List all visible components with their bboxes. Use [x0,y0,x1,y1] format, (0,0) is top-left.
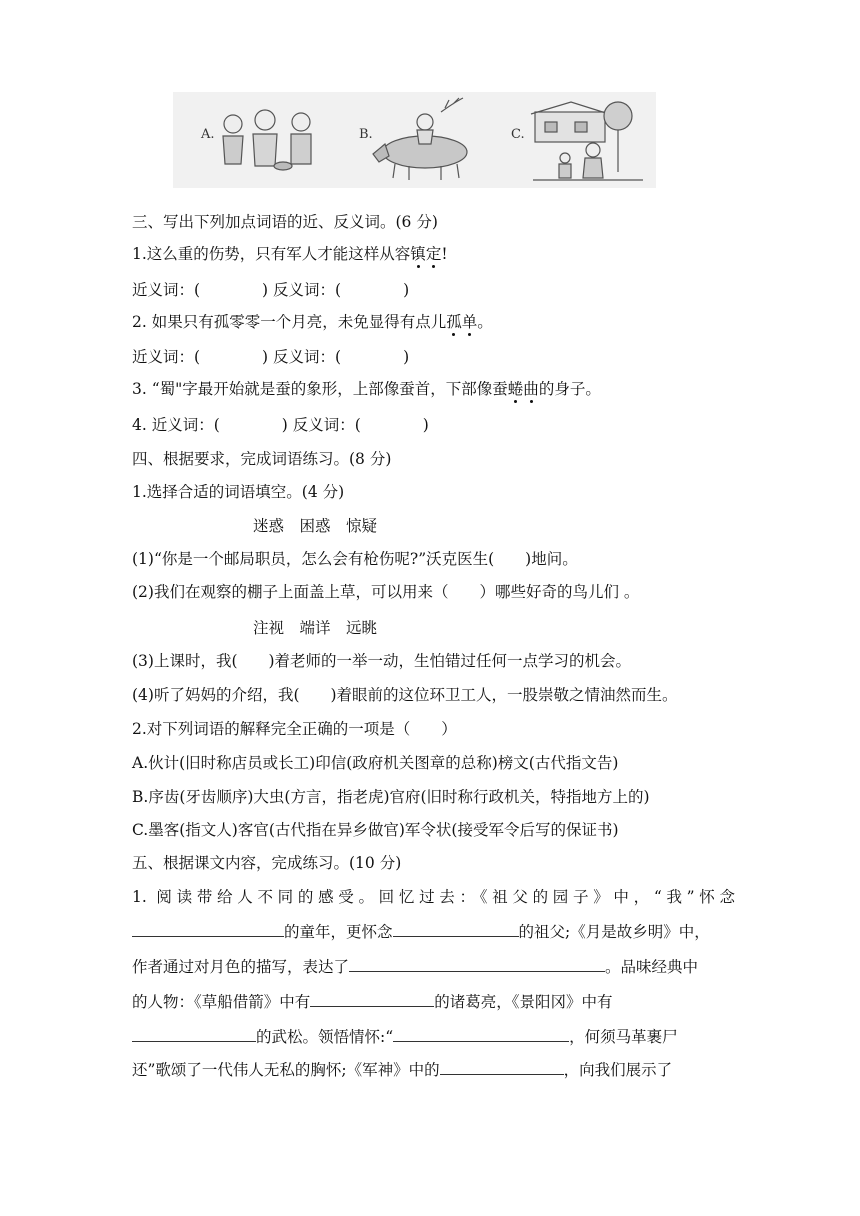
word-bank-2: 注视 端详 远眺 [253,619,378,637]
dotted-char: 单 [461,313,478,331]
q3-text: 3. “蜀"字最开始就是蚕的象形，上部像蚕首，下部像蚕 [132,380,508,398]
section3-q4-answer[interactable]: 4. 近义词：( ) 反义词：( ) [132,416,429,434]
section4-sub2[interactable]: 2.对下列词语的解释完全正确的一项是（ ） [132,720,457,738]
section3-q2 [132,311,493,333]
sentence-1[interactable]: (1)“你是一个邮局职员，怎么会有枪伤呢?”沃克医生( )地问。 [132,550,578,568]
section5-text: 的诸葛亮，《景阳冈》中有 [434,993,613,1011]
dotted-char: 孤 [446,313,462,331]
section5-line-1 [132,886,735,908]
dotted-char: 定 [425,245,442,263]
q1-text: 1.这么重的伤势，只有军人才能这样从容 [132,245,411,263]
section4-sub1: 1.选择合适的词语填空。(4 分) [132,483,345,501]
dotted-char: 镇 [410,245,426,263]
sentence-4[interactable]: (4)听了妈妈的介绍，我( )着眼前的这位环卫工人，一股崇敬之情油然而生。 [132,686,678,704]
label-a: A. [201,127,215,142]
fill-blank[interactable] [132,920,284,937]
word-bank-1: 迷惑 困惑 惊疑 [253,517,378,535]
label-c: C. [511,127,525,142]
section5-text: 还”歌颂了一代伟人无私的胸怀;《军神》中的 [132,1061,440,1079]
fill-blank[interactable] [310,990,434,1007]
dotted-char: 曲 [523,380,539,398]
section3-q3 [132,378,601,400]
option-c[interactable]: C.墨客(指文人)客官(古代指在异乡做官)军令状(接受军令后写的保证书) [132,821,619,839]
q3-text-end: 的身子。 [538,380,601,398]
fill-blank[interactable] [393,920,519,937]
section5-line-6 [132,1058,672,1081]
section3-heading: 三、写出下列加点词语的近、反义词。(6 分) [132,213,438,231]
section5-text: ，向我们展示了 [563,1061,673,1079]
section5-text: 的武松。领悟情怀:“ [256,1028,394,1046]
fill-blank[interactable] [349,955,605,972]
option-b[interactable]: B.序齿(牙齿顺序)大虫(方言，指老虎)官府(旧时称行政机关，特指地方上的) [132,788,650,806]
section5-text: 作者通过对月色的描写，表达了 [132,958,350,976]
section5-line-5 [132,1025,678,1048]
section5-text: 的祖父;《月是故乡明》中， [518,923,710,941]
fill-blank[interactable] [393,1025,569,1042]
q1-text-end: ! [441,245,448,263]
section5-text: 的童年，更怀念 [284,923,393,941]
section5-text: 。品味经典中 [605,958,699,976]
section3-q1 [132,243,448,265]
section5-text: 1. 阅读带给人不同的感受。回忆过去：《祖父的园子》中，“我”怀念 [132,888,735,906]
section5-text: ，何须马革裹尸 [569,1028,678,1046]
sentence-2[interactable]: (2)我们在观察的棚子上面盖上草，可以用来（ ）哪些好奇的鸟儿们 。 [132,583,640,601]
section3-q2-answer[interactable]: 近义词：( ) 反义词：( ) [132,348,410,366]
fill-blank[interactable] [440,1058,564,1075]
section5-line-4 [132,990,613,1013]
q2-text: 2. 如果只有孤零零一个月亮，未免显得有点儿 [132,313,447,331]
illustration-strip [173,92,656,188]
section5-line-2 [132,920,710,943]
sentence-3[interactable]: (3)上课时，我( )着老师的一举一动，生怕错过任何一点学习的机会。 [132,652,632,670]
label-b: B. [359,127,373,142]
section5-text: 的人物：《草船借箭》中有 [132,993,311,1011]
dotted-char: 蜷 [507,380,524,398]
section3-q1-answer[interactable]: 近义词：( ) 反义词：( ) [132,281,410,299]
section4-heading: 四、根据要求，完成词语练习。(8 分) [132,450,392,468]
section5-heading: 五、根据课文内容，完成练习。(10 分) [132,854,402,872]
fill-blank[interactable] [132,1025,256,1042]
section5-line-3 [132,955,698,978]
option-a[interactable]: A.伙计(旧时称店员或长工)印信(政府机关图章的总称)榜文(古代指文告) [132,754,619,772]
q2-text-end: 。 [477,313,493,331]
